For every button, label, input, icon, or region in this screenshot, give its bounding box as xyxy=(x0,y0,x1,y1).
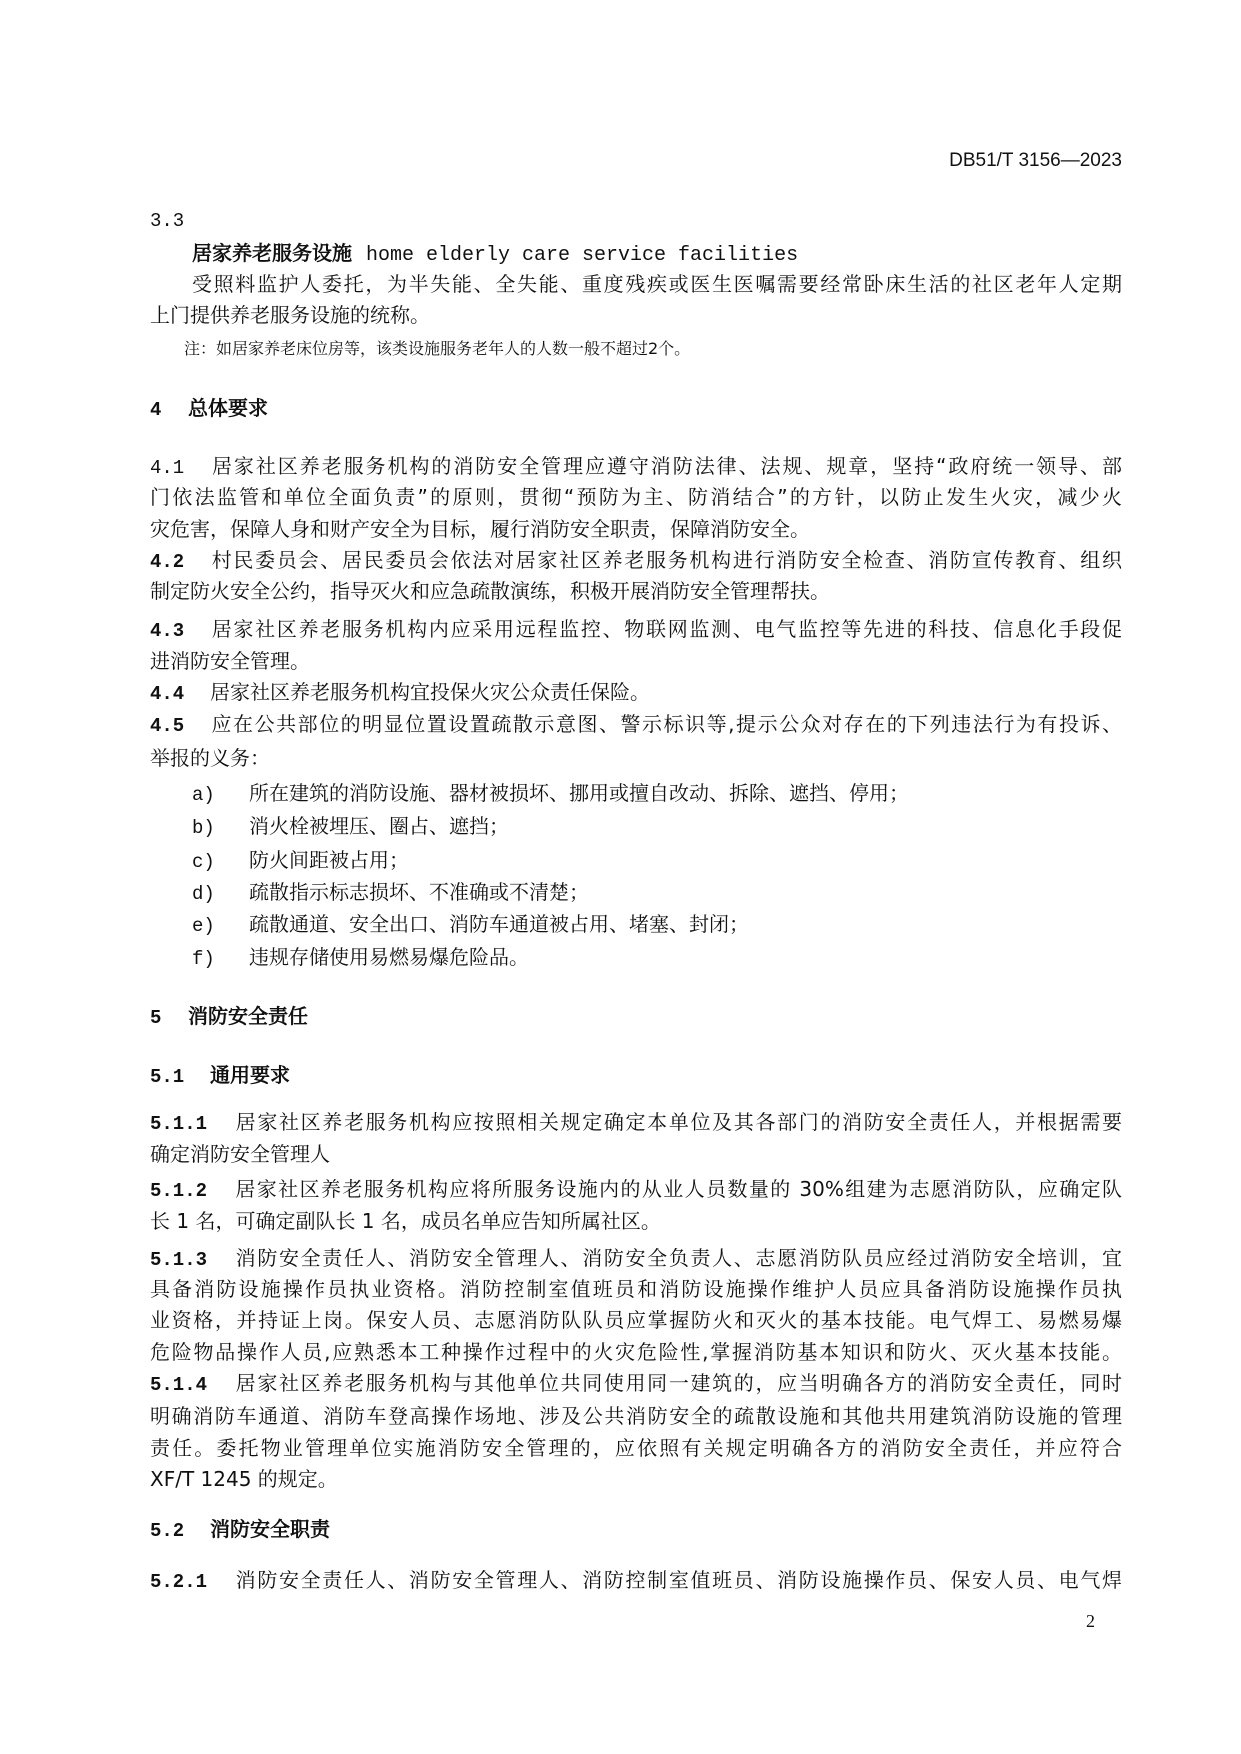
clause-number: 5.2.1 xyxy=(150,1571,208,1593)
clause-text: 责任。委托物业管理单位实施消防安全管理的，应依照有关规定明确各方的消防安全责任，并应符合 xyxy=(150,1436,1122,1460)
clause-number: 4.1 xyxy=(150,457,185,479)
clause-number: d) xyxy=(192,883,215,905)
text-line xyxy=(150,1516,1122,1544)
clause-text: XF/T 1245 的规定。 xyxy=(150,1467,338,1491)
text-line xyxy=(150,711,1122,739)
clause-text: 门依法监管和单位全面负责”的原则，贯彻“预防为主、防消结合”的方针，以防止发生火灾，减少火 xyxy=(150,485,1122,509)
clause-number: 5.2 xyxy=(150,1520,185,1542)
clause-text: 通用要求 xyxy=(210,1063,290,1087)
clause-text: 消火栓被埋压、圈占、遮挡； xyxy=(249,814,509,838)
clause-number: e) xyxy=(192,915,215,937)
clause-number: 5.1.4 xyxy=(150,1374,208,1396)
text-line xyxy=(150,1466,1122,1492)
clause-number: a) xyxy=(192,784,215,806)
clause-number: 4.3 xyxy=(150,620,185,642)
document-code-header: DB51/T 3156—2023 xyxy=(949,150,1122,171)
clause-number: 5.1.1 xyxy=(150,1113,208,1135)
text-line xyxy=(192,847,1122,875)
clause-number: 5 xyxy=(150,1007,162,1029)
clause-number: 4.4 xyxy=(150,683,185,705)
text-line xyxy=(150,1567,1122,1595)
text-line xyxy=(150,1403,1122,1429)
text-line xyxy=(150,516,1122,542)
text-line xyxy=(150,1435,1122,1461)
clause-text: 居家社区养老服务机构应按照相关规定确定本单位及其各部门的消防安全责任人，并根据需要 xyxy=(234,1110,1122,1134)
text-line xyxy=(150,1245,1122,1273)
clause-number: c) xyxy=(192,851,215,873)
text-line xyxy=(150,1307,1122,1333)
text-line xyxy=(150,1062,1122,1090)
page-number: 2 xyxy=(1086,1611,1095,1631)
text-line xyxy=(192,240,1122,269)
clause-number: 4.2 xyxy=(150,551,185,573)
clause-text: 上门提供养老服务设施的统称。 xyxy=(150,303,430,327)
clause-text: 违规存储使用易燃易爆危险品。 xyxy=(249,945,529,969)
text-line xyxy=(150,745,1122,771)
clause-text: 居家养老服务设施 xyxy=(192,241,352,265)
clause-text: 疏散通道、安全出口、消防车通道被占用、堵塞、封闭； xyxy=(249,912,749,936)
text-line xyxy=(150,1176,1122,1204)
clause-text: 所在建筑的消防设施、器材被损坏、挪用或擅自改动、拆除、遮挡、停用； xyxy=(249,781,909,805)
text-line xyxy=(192,879,1122,907)
text-line xyxy=(184,336,1122,362)
text-line xyxy=(150,1276,1122,1302)
clause-text: 举报的义务： xyxy=(150,746,270,770)
clause-text: 居家社区养老服务机构宜投保火灾公众责任保险。 xyxy=(210,680,650,704)
clause-text: 明确消防车通道、消防车登高操作场地、涉及公共消防安全的疏散设施和其他共用建筑消防设施的管理 xyxy=(150,1404,1122,1428)
text-line xyxy=(150,1003,1122,1031)
text-line xyxy=(150,206,1122,234)
clause-text: 长 1 名，可确定副队长 1 名，成员名单应告知所属社区。 xyxy=(150,1209,661,1233)
clause-number: 4 xyxy=(150,399,162,421)
clause-text: 应在公共部位的明显位置设置疏散示意图、警示标识等,提示公众对存在的下列违法行为有投诉、 xyxy=(210,712,1122,736)
text-line xyxy=(150,453,1122,481)
text-line xyxy=(150,395,1122,423)
text-line xyxy=(150,1141,1122,1167)
text-line xyxy=(192,271,1122,297)
clause-number: f) xyxy=(192,948,215,970)
clause-text: 疏散指示标志损坏、不准确或不清楚； xyxy=(249,880,589,904)
clause-text: 注：如居家养老床位房等，该类设施服务老年人的人数一般不超过2个。 xyxy=(184,339,691,358)
clause-text: 受照料监护人委托，为半失能、全失能、重度残疾或医生医嘱需要经常卧床生活的社区老年人定期 xyxy=(192,272,1122,296)
text-line xyxy=(192,780,1122,808)
clause-text: 进消防安全管理。 xyxy=(150,649,310,673)
text-line xyxy=(150,648,1122,674)
clause-number: 3.3 xyxy=(150,210,185,232)
clause-text: 居家社区养老服务机构应将所服务设施内的从业人员数量的 30%组建为志愿消防队，应确定队 xyxy=(234,1177,1122,1201)
text-line xyxy=(192,911,1122,939)
text-line xyxy=(150,1109,1122,1137)
clause-text: 村民委员会、居民委员会依法对居家社区养老服务机构进行消防安全检查、消防宣传教育、组织 xyxy=(210,548,1122,572)
clause-text: 消防安全责任人、消防安全管理人、消防控制室值班员、消防设施操作员、保安人员、电气焊 xyxy=(234,1568,1122,1592)
text-line xyxy=(150,1370,1122,1398)
text-line xyxy=(150,616,1122,644)
clause-text: 消防安全责任人、消防安全管理人、消防安全负责人、志愿消防队员应经过消防安全培训，宜 xyxy=(234,1246,1122,1270)
text-line xyxy=(192,813,1122,841)
text-line xyxy=(150,679,1122,707)
clause-text: 居家社区养老服务机构与其他单位共同使用同一建筑的，应当明确各方的消防安全责任，同时 xyxy=(234,1371,1122,1395)
text-line xyxy=(150,1339,1122,1365)
clause-text: 总体要求 xyxy=(188,396,268,420)
clause-text: 灾危害，保障人身和财产安全为目标，履行消防安全职责，保障消防安全。 xyxy=(150,517,810,541)
clause-text: 具备消防设施操作员执业资格。消防控制室值班员和消防设施操作维护人员应具备消防设施操作员执 xyxy=(150,1277,1122,1301)
text-line xyxy=(150,547,1122,575)
clause-text: 确定消防安全管理人 xyxy=(150,1142,330,1166)
text-line xyxy=(150,578,1122,604)
clause-text: 消防安全职责 xyxy=(210,1517,330,1541)
clause-text: 防火间距被占用； xyxy=(249,848,409,872)
clause-number: 5.1.3 xyxy=(150,1249,208,1271)
text-line xyxy=(150,484,1122,510)
clause-number: 5.1 xyxy=(150,1066,185,1088)
term-english: home elderly care service facilities xyxy=(366,244,799,267)
text-line xyxy=(192,944,1122,972)
clause-text: 消防安全责任 xyxy=(188,1004,308,1028)
clause-number: b) xyxy=(192,817,215,839)
clause-text: 居家社区养老服务机构的消防安全管理应遵守消防法律、法规、规章，坚持“政府统一领导、部 xyxy=(210,454,1122,478)
clause-number: 5.1.2 xyxy=(150,1180,208,1202)
text-line xyxy=(150,302,1122,328)
clause-text: 居家社区养老服务机构内应采用远程监控、物联网监测、电气监控等先进的科技、信息化手段促 xyxy=(210,617,1122,641)
clause-number: 4.5 xyxy=(150,715,185,737)
text-line xyxy=(150,1208,1122,1234)
clause-text: 危险物品操作人员,应熟悉本工种操作过程中的火灾危险性,掌握消防基本知识和防火、灭火基本技能。 xyxy=(150,1340,1122,1364)
clause-text: 制定防火安全公约，指导灭火和应急疏散演练，积极开展消防安全管理帮扶。 xyxy=(150,579,830,603)
clause-text: 业资格，并持证上岗。保安人员、志愿消防队队员应掌握防火和灭火的基本技能。电气焊工、易燃易爆 xyxy=(150,1308,1122,1332)
